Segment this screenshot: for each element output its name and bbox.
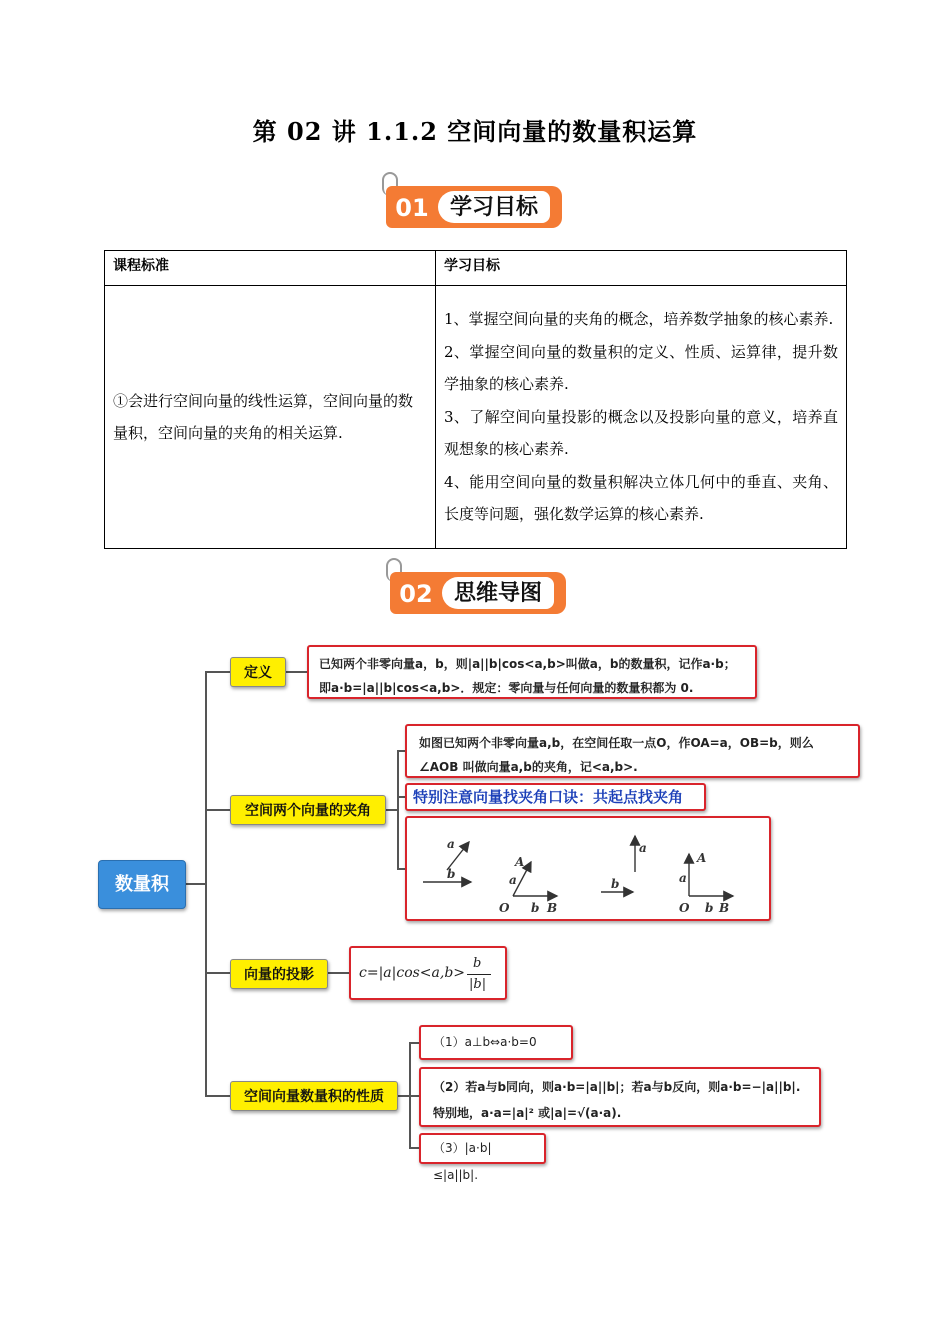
goals-table [104, 250, 847, 549]
connector [286, 671, 308, 673]
page-title: 第 02 讲 1.1.2 空间向量的数量积运算 [252, 117, 698, 146]
angle-definition-box [405, 724, 860, 778]
label-B: B [719, 901, 730, 915]
connector [328, 972, 349, 974]
property-2-line: 特别地，a·a=|a|² 或|a|=√(a·a). [433, 1106, 622, 1120]
section-badge-goals [386, 186, 566, 228]
section-label: 思维导图 [442, 577, 554, 609]
label-B: B [547, 901, 558, 915]
label-A: A [697, 851, 707, 865]
section-label: 学习目标 [438, 191, 550, 223]
goal-item: 3、了解空间向量投影的概念以及投影向量的意义，培养直观想象的核心素养. [444, 407, 838, 459]
connector [205, 671, 207, 1097]
col-header-standard: 课程标准 [105, 251, 436, 286]
angle-line: 如图已知两个非零向量a,b，在空间任取一点O，作OA=a，OB=b，则么 [419, 736, 814, 750]
connector [205, 972, 230, 974]
standard-cell: ①会进行空间向量的线性运算，空间向量的数量积，空间向量的夹角的相关运算. [105, 286, 436, 549]
property-2-box [419, 1067, 821, 1127]
goal-item: 4、能用空间向量的数量积解决立体几何中的垂直、夹角、长度等问题，强化数学运算的核心素养. [444, 472, 838, 524]
goal-item: 2、掌握空间向量的数量积的定义、性质、运算律，提升数学抽象的核心素养. [444, 342, 838, 394]
label-a: a [679, 871, 687, 885]
col-header-goals: 学习目标 [436, 251, 847, 286]
property-1-box: （1）a⊥b⇔a·b=0 [419, 1025, 573, 1060]
branch-angle: 空间两个向量的夹角 [230, 795, 386, 825]
mindmap-root: 数量积 [98, 860, 186, 909]
branch-properties: 空间向量数量积的性质 [230, 1081, 398, 1111]
connector [397, 796, 405, 798]
label-O: O [499, 901, 510, 915]
goals-cell [436, 286, 847, 549]
property-2-line: （2）若a与b同向，则a·b=|a||b|；若a与b反向，则a·b=−|a||b|. [433, 1080, 801, 1094]
projection-box [349, 946, 507, 1000]
label-b: b [531, 901, 540, 915]
definition-line: 已知两个非零向量a，b，则|a||b|cos<a,b>叫做a，b的数量积，记作a·b； [319, 657, 736, 671]
label-b: b [611, 877, 620, 891]
fraction-bar [467, 974, 491, 975]
goal-item: 1、掌握空间向量的夹角的概念，培养数学抽象的核心素养. [444, 310, 834, 329]
connector [397, 868, 405, 870]
angle-line: ∠AOB 叫做向量a,b的夹角，记<a,b>. [419, 760, 638, 774]
branch-definition: 定义 [230, 657, 286, 687]
section-number: 02 [390, 572, 442, 614]
angle-diagram-box [405, 816, 771, 921]
section-badge-mindmap [390, 572, 570, 614]
connector [397, 750, 399, 870]
angle-diagram [407, 818, 769, 919]
connector [397, 750, 405, 752]
connector [409, 1147, 419, 1149]
label-b: b [705, 901, 714, 915]
property-3-box: （3）|a·b|≤|a||b|. [419, 1133, 546, 1164]
label-A: A [515, 855, 525, 869]
projection-formula: c=|a|cos<a,b> [359, 965, 466, 981]
connector [205, 809, 230, 811]
angle-tip-box: 特别注意向量找夹角口诀：共起点找夹角 [405, 783, 706, 811]
projection-denominator: |b| [469, 977, 487, 992]
label-a: a [447, 837, 455, 851]
connector [409, 1095, 419, 1097]
definition-box [307, 645, 757, 699]
projection-numerator: b [473, 956, 482, 971]
label-b: b [447, 867, 456, 881]
branch-projection: 向量的投影 [230, 959, 328, 989]
definition-line: 即a·b=|a||b|cos<a,b>．规定：零向量与任何向量的数量积都为 0. [319, 681, 694, 695]
connector [409, 1042, 419, 1044]
label-a: a [639, 841, 647, 855]
label-O: O [679, 901, 690, 915]
connector [205, 671, 230, 673]
connector [205, 1095, 230, 1097]
connector [184, 883, 206, 885]
label-a: a [509, 873, 517, 887]
section-number: 01 [386, 186, 438, 228]
